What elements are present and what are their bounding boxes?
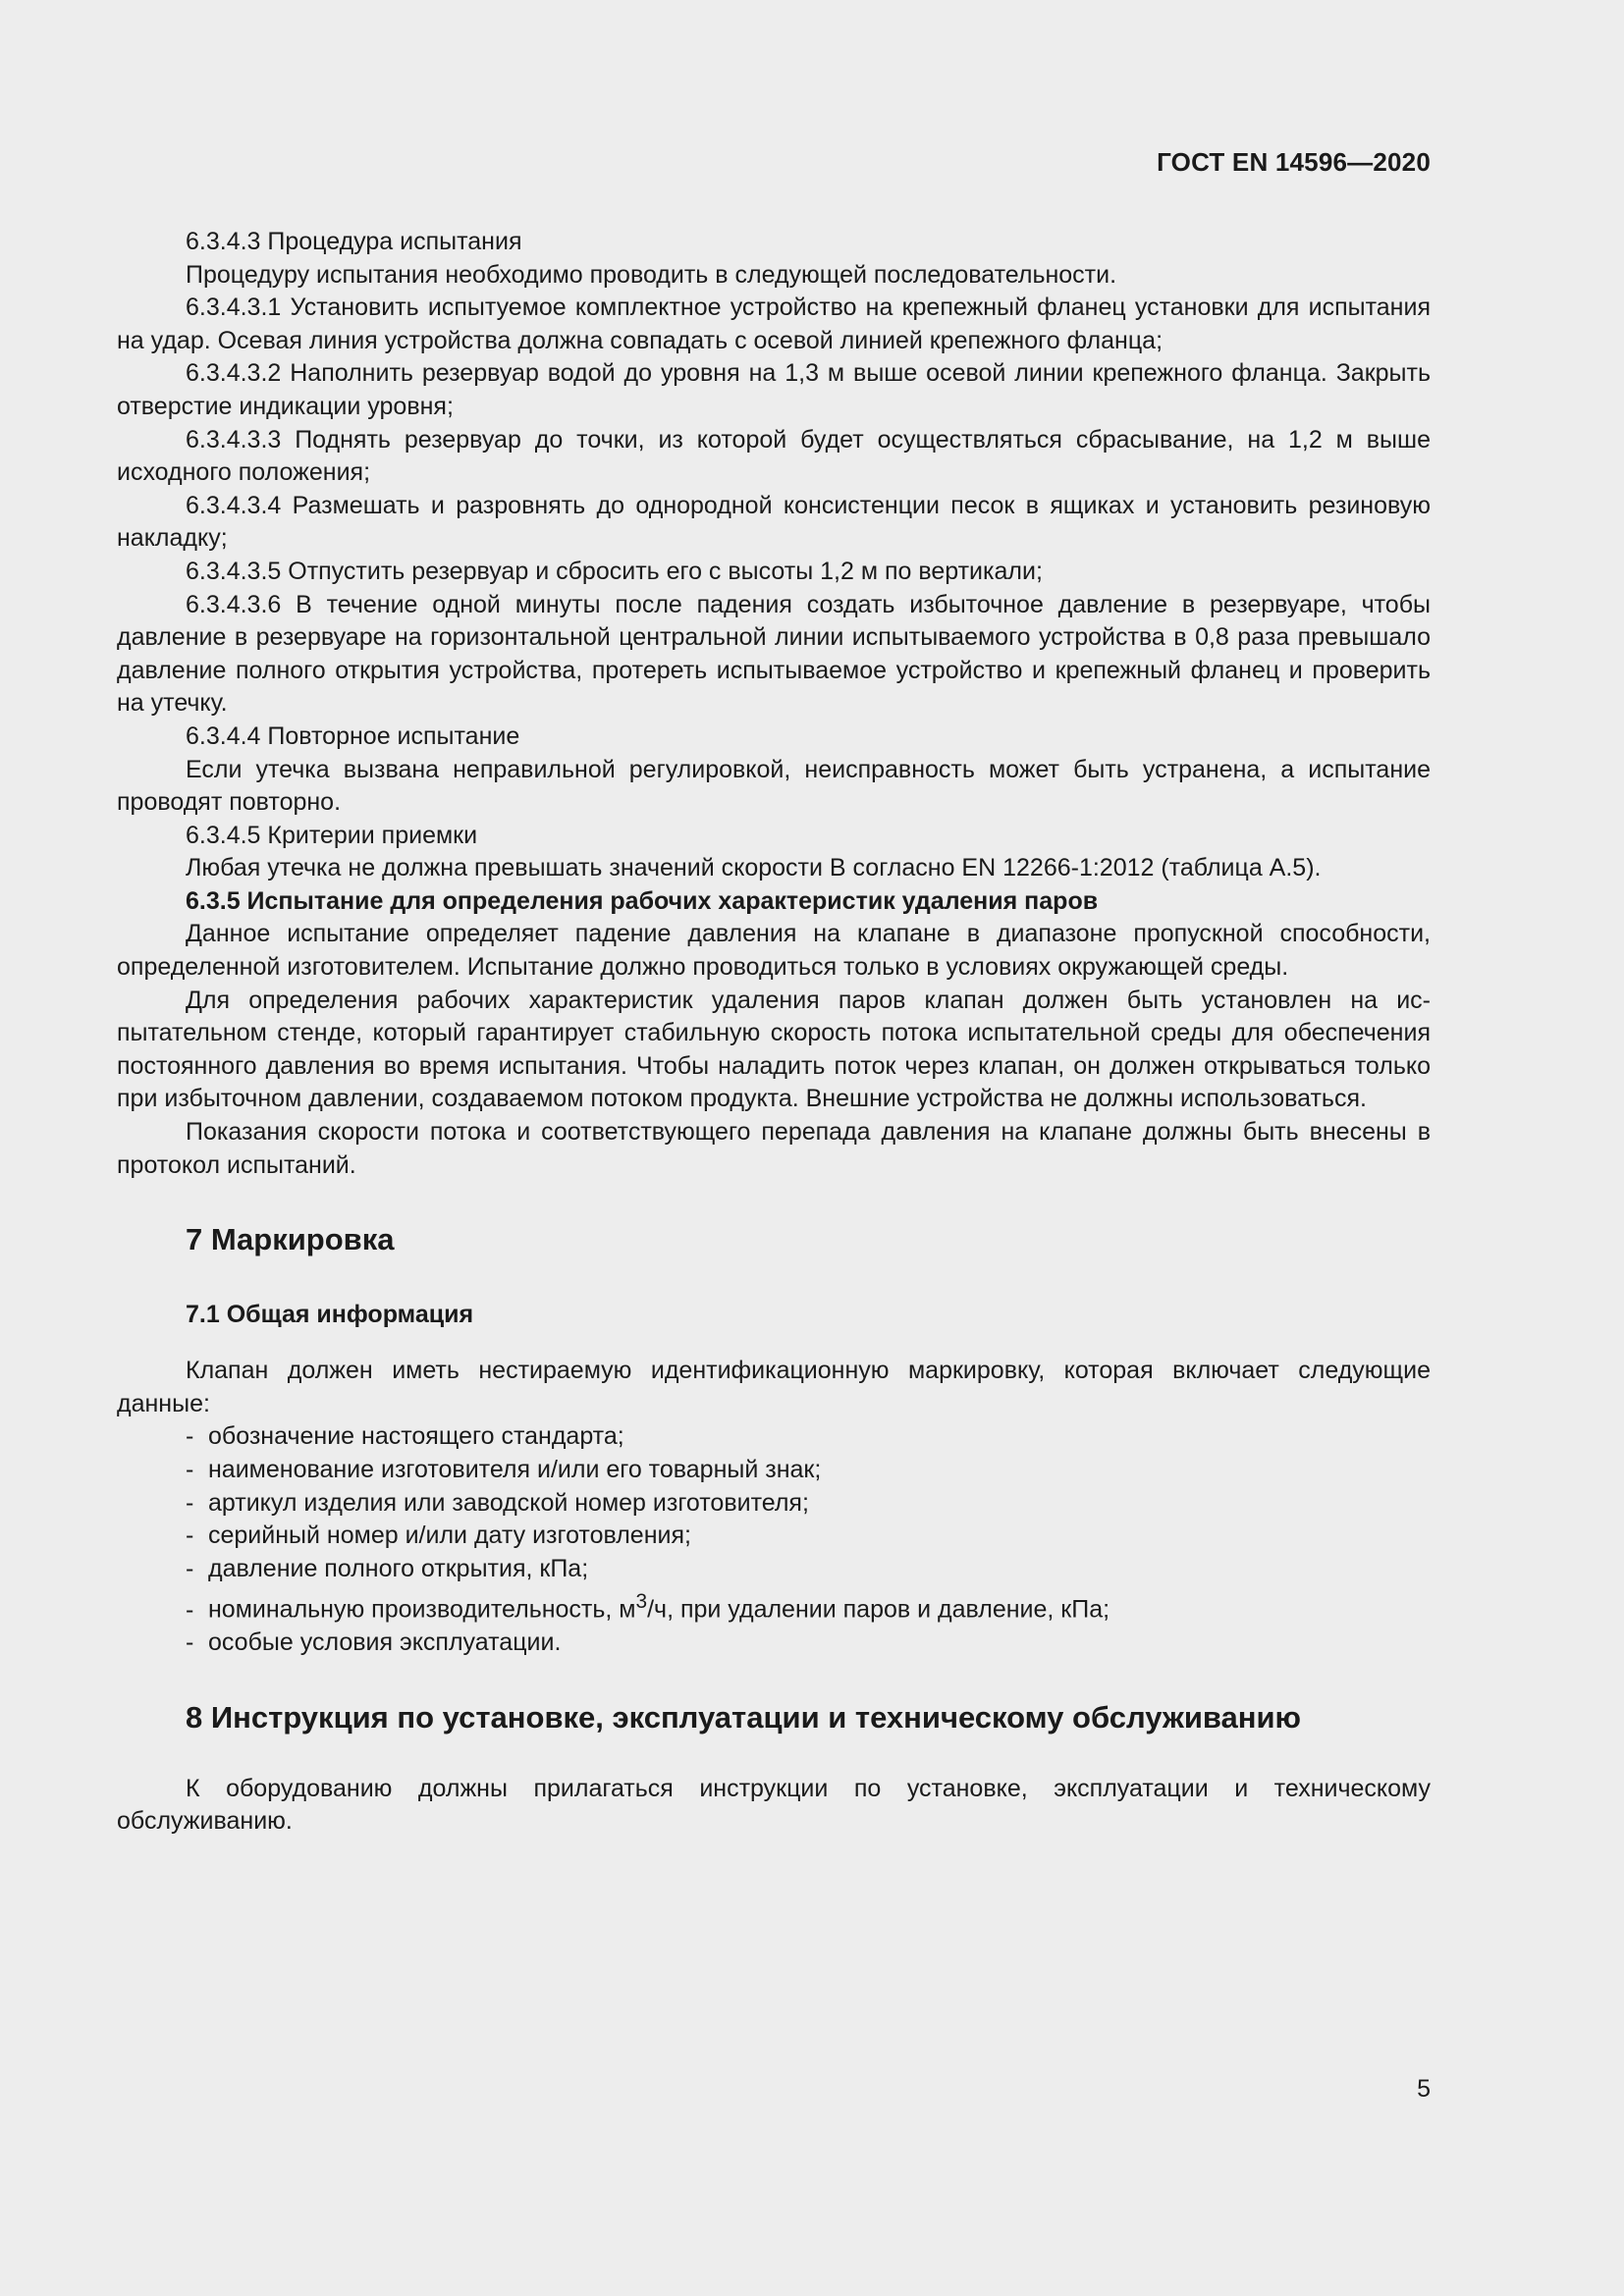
document-header: ГОСТ EN 14596—2020 (1157, 147, 1431, 177)
section-8-heading: 8 Инструкция по установке, эксплуатации и техническому обслуживанию (186, 1699, 1302, 1735)
clause-6-3-4-3-6: 6.3.4.3.6 В течение одной минуты после падения создать избыточное давление в резервуаре, чтобы давление в резервуаре на горизонтальной центральной линии испытываемого устройства в 0,8 раза превышало давление полного открытия устройства, протереть испытываемое устройство и крепежный фланец и проверить на утечку. (117, 590, 1431, 718)
list-item: - давление полного открытия, кПа; (117, 1553, 1431, 1586)
clause-6-3-4-3-3: 6.3.4.3.3 Поднять резервуар до точки, из которой будет осуществляться сбрасывание, на 1,2 м выше исходного положения; (117, 425, 1431, 487)
list-item: - особые условия эксплуатации. (117, 1627, 1431, 1660)
clause-6-3-4-4-title: 6.3.4.4 Повторное испытание (186, 721, 520, 750)
clause-6-3-4-5-title: 6.3.4.5 Критерии приемки (186, 821, 478, 849)
marking-list (117, 1420, 1431, 1659)
list-item: - номинальную производительность, $м^3/ч$, при удалении паров и давление, кПа; (117, 1585, 1431, 1627)
clause-6-3-4-3-4: 6.3.4.3.4 Размешать и разровнять до однородной консистенции песок в ящиках и установить резиновую накладку; (117, 491, 1431, 553)
section-8-text: К оборудованию должны прилагаться инструкции по установке, эксплуатации и техническому обслуживанию. (117, 1774, 1431, 1836)
clause-6-3-4-3-5: 6.3.4.3.5 Отпустить резервуар и сбросить его с высоты 1,2 м по вертикали; (186, 557, 1043, 585)
clause-6-3-4-3-1: 6.3.4.3.1 Установить испытуемое комплектное устройство на крепежный фланец установки для испытания на удар. Осевая линия устройства должна совпадать с осевой линией крепежного фланца; (117, 294, 1431, 354)
list-dash: - (186, 1629, 194, 1657)
clause-6-3-4-5-text: Любая утечка не должна превышать значений скорости B согласно EN 12266-1:2012 (таблица А.5). (186, 854, 1322, 882)
list-dash: - (186, 1595, 194, 1624)
list-item: - наименование изготовителя и/или его товарный знак; (117, 1454, 1431, 1487)
clause-6-3-4-3-title: 6.3.4.3 Процедура испытания (186, 228, 522, 255)
clause-6-3-5-title: 6.3.5 Испытание для определения рабочих характеристик удаления паров (186, 886, 1099, 915)
list-dash: - (186, 1522, 194, 1550)
page-number: 5 (1417, 2075, 1431, 2103)
superscript: 3 (635, 1590, 648, 1614)
clause-6-3-4-4-text: Если утечка вызвана неправильной регулировкой, неисправность может быть устранена, а испытание проводят повторно. (117, 755, 1431, 817)
list-dash: - (186, 1422, 194, 1451)
section-7-1-intro: Клапан должен иметь нестираемую идентификационную маркировку, которая включает следующие данные: (117, 1357, 1431, 1417)
list-dash: - (186, 1456, 194, 1483)
list-item: - обозначение настоящего стандарта; (117, 1420, 1431, 1454)
clause-6-3-5-paragraph: Для определения рабочих характеристик удаления паров клапан должен быть установлен на испытательном стенде, который гарантирует стабильную скорость потока испытательной среды для обеспечения постоянного давления во время испытания. Чтобы наладить поток через клапан, он должен открываться только при избыточном давлении, создаваемом потоком продукта. Внешние устройства не должны использоваться. (117, 986, 1431, 1113)
clause-6-3-5-paragraph: Данное испытание определяет падение давления на клапане в диапазоне пропускной способности, определенной изготовителем. Испытание должно проводиться только в условиях окружающей среды. (117, 920, 1431, 982)
list-dash: - (186, 1488, 194, 1517)
section-7-1-heading: 7.1 Общая информация (186, 1301, 474, 1329)
list-item: - артикул изделия или заводской номер изготовителя; (117, 1487, 1431, 1521)
clause-6-3-5-paragraph: Показания скорости потока и соответствующего перепада давления на клапане должны быть внесены в протокол испытаний. (117, 1118, 1431, 1179)
clause-6-3-4-3-intro: Процедуру испытания необходимо проводить в следующей последовательности. (186, 260, 1117, 289)
list-item: - серийный номер и/или дату изготовления; (117, 1520, 1431, 1553)
section-7-heading: 7 Маркировка (186, 1222, 395, 1257)
list-dash: - (186, 1554, 194, 1582)
clause-6-3-4-3-2: 6.3.4.3.2 Наполнить резервуар водой до уровня на 1,3 м выше осевой линии крепежного фланца. Закрыть отверстие индикации уровня; (117, 359, 1431, 420)
document-body (117, 226, 1431, 1839)
